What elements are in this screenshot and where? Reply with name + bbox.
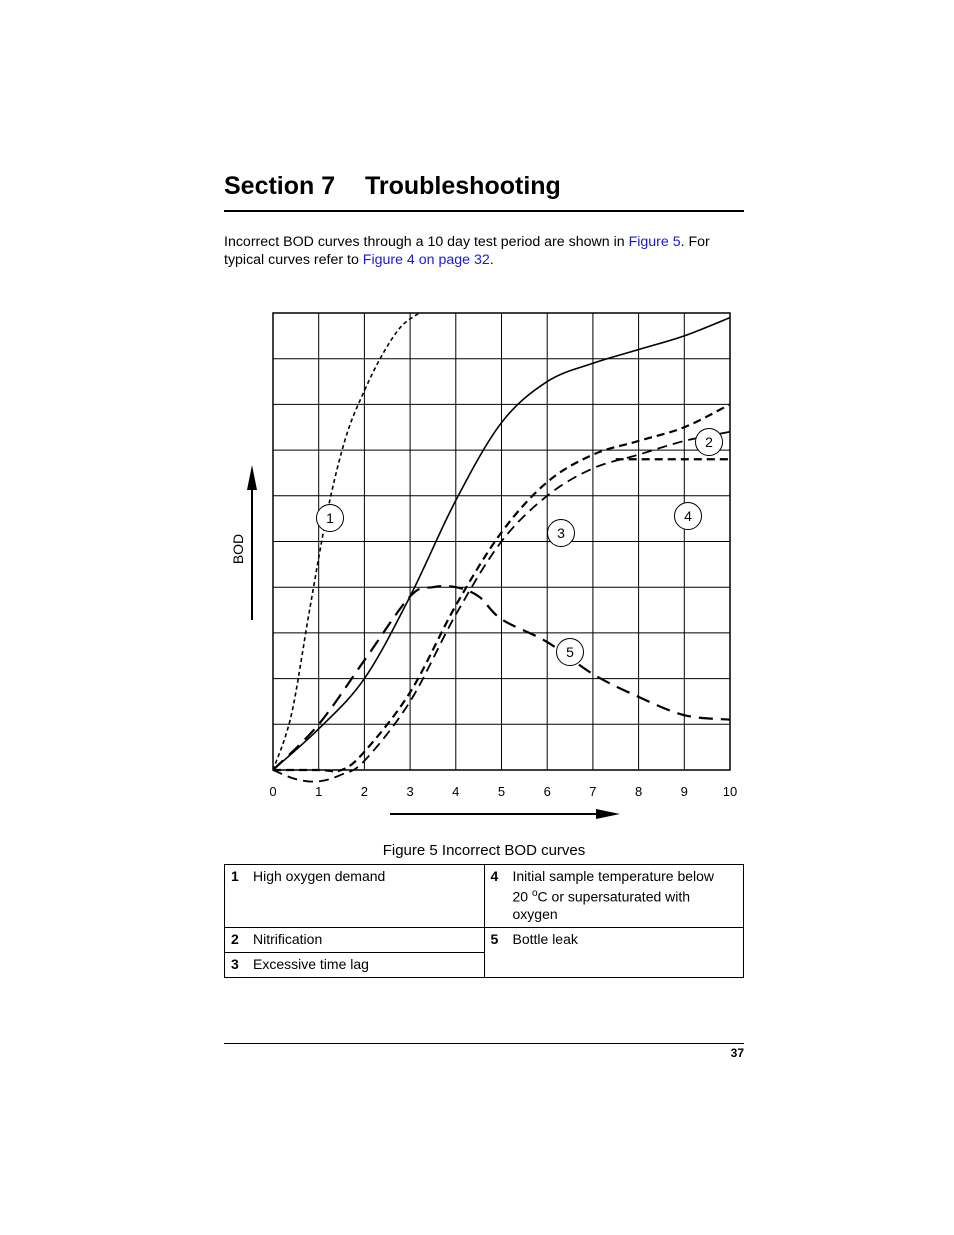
legend-row — [225, 865, 744, 928]
x-axis-arrow-head — [596, 809, 620, 819]
legend-text: Nitrification — [253, 930, 323, 947]
legend-row — [225, 927, 744, 952]
callout-4-label: 4 — [684, 508, 692, 524]
legend-number: 1 — [231, 868, 239, 884]
bod-chart — [224, 300, 744, 825]
legend-text — [513, 868, 733, 923]
legend-text-part: C or supersaturated with oxygen — [512, 888, 691, 922]
section-title — [224, 172, 561, 201]
x-tick-label: 2 — [360, 784, 369, 799]
legend-cell-1 — [225, 865, 485, 928]
chart-x-ticks — [269, 784, 737, 799]
intro-text-3: . — [489, 252, 494, 268]
page-number: 37 — [730, 1046, 744, 1060]
figure5-link[interactable]: Figure 5 — [628, 234, 681, 250]
figure-caption: Figure 5 Incorrect BOD curves — [382, 842, 586, 859]
x-tick-label: 10 — [722, 784, 738, 799]
x-tick-label: 0 — [269, 784, 277, 799]
x-tick-label: 1 — [315, 784, 323, 799]
section-name: Troubleshooting — [365, 172, 561, 200]
degree-superscript: o — [531, 888, 538, 899]
y-axis-arrow-head — [247, 465, 257, 490]
x-tick-label: 4 — [452, 784, 460, 799]
callout-1-label: 1 — [326, 510, 334, 526]
legend-text: High oxygen demand — [253, 868, 386, 884]
intro-text-1: Incorrect BOD curves through a 10 day test period are shown in — [224, 234, 629, 250]
legend-number: 5 — [490, 930, 499, 947]
footer-rule — [224, 1043, 744, 1044]
section-number: Section 7 — [224, 172, 336, 200]
figure4-link[interactable]: Figure 4 on page 32 — [362, 252, 490, 268]
legend-text-part: Initial sample temperature below 20 — [512, 868, 715, 905]
legend-number: 2 — [231, 930, 239, 947]
x-tick-label: 9 — [680, 784, 688, 799]
legend-cell-3 — [225, 952, 485, 977]
callout-2-label: 2 — [705, 434, 713, 450]
x-tick-label: 3 — [406, 784, 414, 799]
callout-3-label: 3 — [557, 525, 565, 541]
x-tick-label: 7 — [589, 784, 597, 799]
x-tick-label: 8 — [634, 784, 643, 799]
y-axis-label: BOD — [230, 533, 246, 565]
intro-paragraph — [224, 233, 744, 269]
legend-table — [224, 864, 744, 978]
legend-cell-5 — [484, 927, 744, 977]
legend-cell-2 — [225, 927, 485, 952]
legend-number: 3 — [231, 955, 239, 972]
legend-text: Bottle leak — [512, 930, 578, 947]
legend-number: 4 — [490, 868, 499, 884]
callout-5-label: 5 — [566, 644, 574, 660]
chart-callouts — [317, 429, 723, 666]
x-tick-label: 5 — [497, 784, 506, 799]
legend-text: Excessive time lag — [253, 955, 369, 972]
title-rule — [224, 210, 744, 212]
intro-text-2: . For typical curves refer to — [224, 234, 710, 268]
legend-cell-4 — [484, 865, 744, 928]
x-tick-label: 6 — [543, 784, 551, 799]
